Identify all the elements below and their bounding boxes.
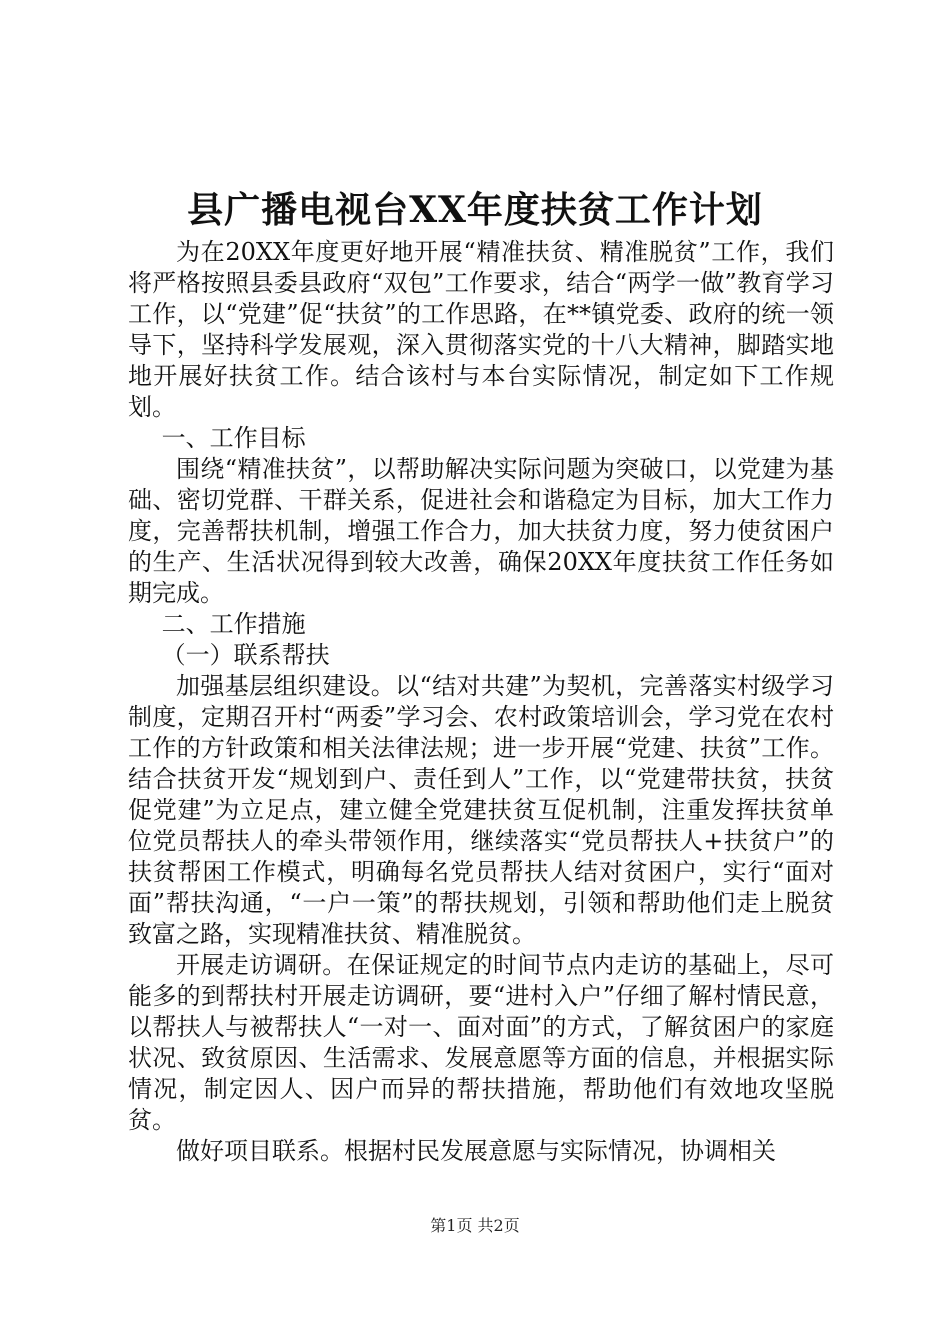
section-heading-goals: 一、工作目标 [161, 424, 306, 452]
page-number: 第1页 共2页 [430, 1216, 520, 1235]
paragraph-organization: 加强基层组织建设。以“结对共建”为契机，完善落实村级学习制度，定期召开村“两委”学习会、农村政策培训会，学习党在农村工作的方针政策和相关法律法规；进一步开展“党建、扶贫”工作。结合扶贫开发“规划到户、责任到人”工作，以“党建带扶贫，扶贫促党建”为立足点，建立健全党建扶贫互促机制，注重发挥扶贫单位党员帮扶人的牵头带领作用，继续落实“党员帮扶人+扶贫户”的扶贫帮困工作模式，明确每名党员帮扶人结对贫困户，实行“面对面”帮扶沟通，“一户一策”的帮扶规划，引领和帮助他们走上脱贫致富之路，实现精准扶贫、精准脱贫。 [128, 672, 834, 948]
section-heading-measures: 二、工作措施 [161, 610, 306, 638]
paragraph-visits: 开展走访调研。在保证规定的时间节点内走访的基础上，尽可能多的到帮扶村开展走访调研，要“进村入户”仔细了解村情民意，以帮扶人与被帮扶人“一对一、面对面”的方式，了解贫困户的家庭状况、致贫原因、生活需求、发展意愿等方面的信息，并根据实际情况，制定因人、因户而异的帮扶措施，帮助他们有效地攻坚脱贫。 [128, 951, 834, 1134]
document-title: 县广播电视台XX年度扶贫工作计划 [187, 189, 763, 231]
document-body [128, 237, 834, 1167]
paragraph-projects: 做好项目联系。根据村民发展意愿与实际情况，协调相关 [176, 1137, 776, 1165]
paragraph-intro: 为在20XX年度更好地开展“精准扶贫、精准脱贫”工作，我们将严格按照县委县政府“双包”工作要求，结合“两学一做”教育学习工作，以“党建”促“扶贫”的工作思路，在**镇党委、政府的统一领导下，坚持科学发展观，深入贯彻落实党的十八大精神，脚踏实地地开展好扶贫工作。结合该村与本台实际情况，制定如下工作规划。 [128, 238, 834, 421]
subsection-heading-contact: （一）联系帮扶 [161, 641, 330, 669]
paragraph-goals: 围绕“精准扶贫”，以帮助解决实际问题为突破口，以党建为基础、密切党群、干群关系，促进社会和谐稳定为目标，加大工作力度，完善帮扶机制，增强工作合力，加大扶贫力度，努力使贫困户的生产、生活状况得到较大改善，确保20XX年度扶贫工作任务如期完成。 [128, 455, 834, 607]
